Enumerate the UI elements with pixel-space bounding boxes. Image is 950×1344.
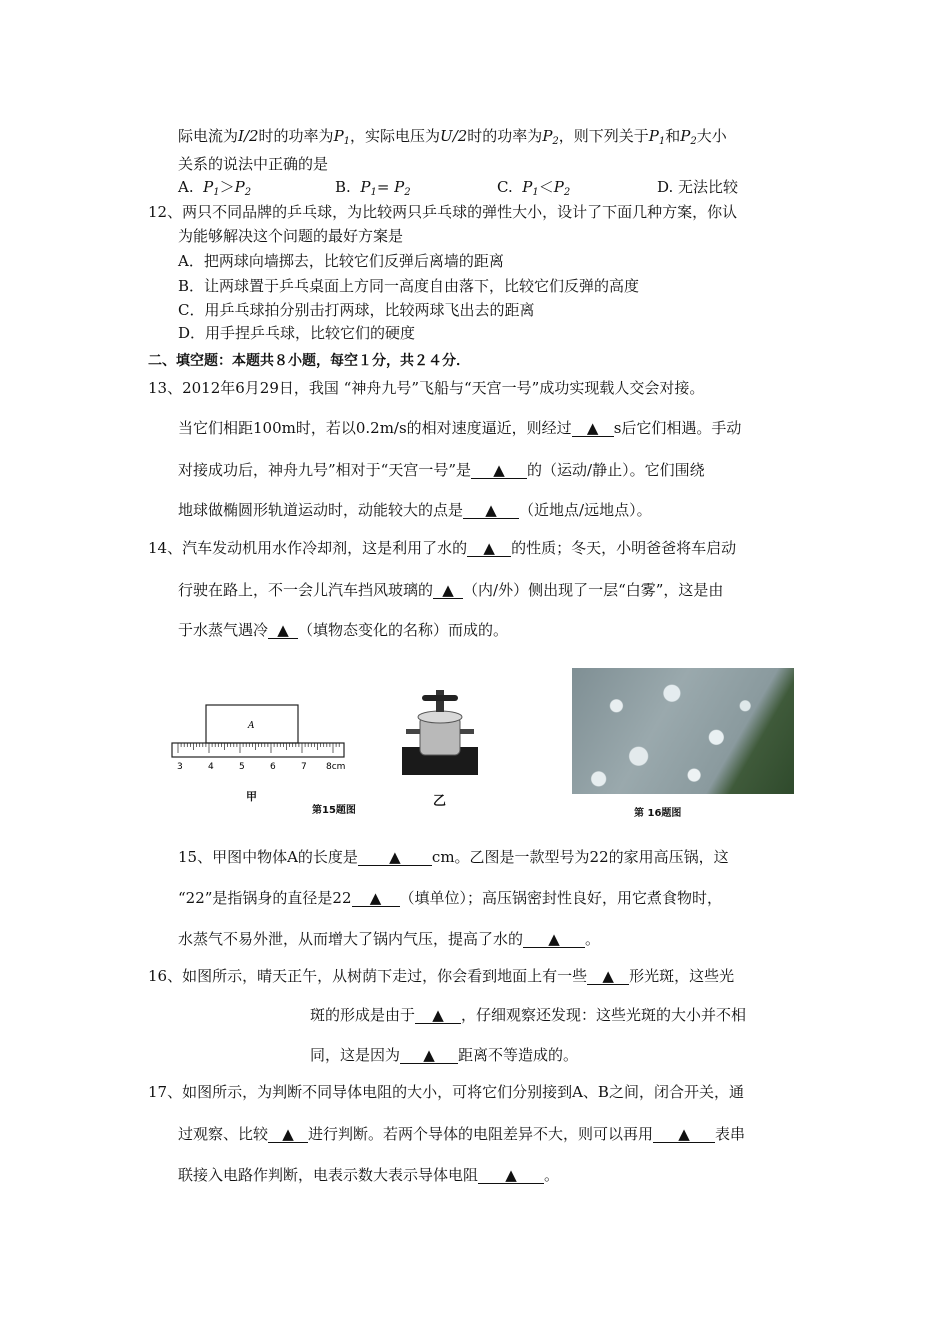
tick-label: 4 <box>208 762 214 772</box>
tick-label: 3 <box>177 762 183 772</box>
fig15-label-yi: 乙 <box>433 794 447 809</box>
q16-blank-3[interactable]: ▲ <box>400 1047 458 1064</box>
q16-blank-2[interactable]: ▲ <box>415 1007 461 1024</box>
cooker-handle <box>422 695 458 701</box>
section-2-heading: 二、填空题：本题共８小题，每空１分，共２４分． <box>148 353 470 369</box>
q15-line3: 水蒸气不易外泄，从而增大了锅内气压，提高了水的 ▲ 。 <box>178 930 601 948</box>
q17-blank-1[interactable]: ▲ <box>268 1126 308 1143</box>
q12-option-b[interactable]: B．让两球置于乒乓桌面上方同一高度自由落下，比较它们反弹的高度 <box>178 277 640 295</box>
q17-line3: 联接入电路作判断，电表示数大表示导体电阻 ▲ 。 <box>178 1166 560 1184</box>
q17-line1: 17、如图所示，为判断不同导体电阻的大小，可将它们分别接到A、B之间，闭合开关，通 <box>148 1083 744 1101</box>
q11-option-a[interactable]: A. $P_1>P_2$ <box>178 178 252 198</box>
q13-blank-3[interactable]: ▲ <box>463 502 519 519</box>
ruler-body <box>172 743 344 757</box>
q13-line2: 当它们相距100m时，若以0.2m/s的相对速度逼近，则经过 ▲ s后它们相遇。手动 <box>178 419 742 437</box>
q11-line2: 关系的说法中正确的是 <box>178 155 329 173</box>
ruler-ticks <box>178 743 339 753</box>
q14-line2: 行驶在路上，不一会儿汽车挡风玻璃的 ▲ （内/外）侧出现了一层“白雾”，这是由 <box>178 581 724 599</box>
q17-blank-3[interactable]: ▲ <box>478 1167 544 1184</box>
q15-line1: 15、甲图中物体A的长度是 ▲ cm。乙图是一款型号为22的家用高压锅，这 <box>178 848 729 866</box>
q15-blank-1[interactable]: ▲ <box>358 849 432 866</box>
cooker-lid <box>418 711 462 723</box>
q17-line2: 过观察、比较 ▲ 进行判断。若两个导体的电阻差异不大，则可以再用 ▲ 表串 <box>178 1125 746 1143</box>
q13-line4: 地球做椭圆形轨道运动时，动能较大的点是 ▲ （近地点/远地点）。 <box>178 501 652 519</box>
fig15-label-jia: 甲 <box>246 790 257 803</box>
q11-option-c[interactable]: C. $P_1<P_2$ <box>497 178 571 198</box>
block-a-label: A <box>248 721 255 731</box>
tick-label: 8cm <box>326 762 346 772</box>
fig16-caption: 第 16题图 <box>634 808 682 819</box>
tick-label: 7 <box>301 762 307 772</box>
q12-option-a[interactable]: A．把两球向墙掷去，比较它们反弹后离墙的距离 <box>178 252 504 270</box>
fig15-caption: 第15题图 <box>312 805 356 816</box>
pressure-cooker-image <box>400 685 480 777</box>
q16-line1: 16、如图所示，晴天正午，从树荫下走过，你会看到地面上有一些 ▲ 形光斑，这些光 <box>148 967 735 985</box>
q11-option-b[interactable]: B. $P_1= P_2$ <box>335 178 411 198</box>
q14-line3: 于水蒸气遇冷 ▲ （填物态变化的名称）而成的。 <box>178 621 509 639</box>
q13-blank-2[interactable]: ▲ <box>471 462 527 479</box>
q15-blank-2[interactable]: ▲ <box>352 890 400 907</box>
q16-blank-1[interactable]: ▲ <box>587 968 629 985</box>
q11-options <box>0 177 950 197</box>
q14-line1: 14、汽车发动机用水作冷却剂，这是利用了水的 ▲ 的性质；冬天，小明爸爸将车启动 <box>148 539 737 557</box>
q14-blank-3[interactable]: ▲ <box>268 622 298 639</box>
tick-label: 5 <box>239 762 245 772</box>
q13-line1: 13、2012年6月29日，我国 “神舟九号”飞船与“天宫一号”成功实现载人交会对接。 <box>148 379 705 397</box>
ruler-tick-labels <box>177 762 345 772</box>
q15-blank-3[interactable]: ▲ <box>523 931 585 948</box>
fig15-ruler-diagram <box>170 700 350 780</box>
tree-shade-photo <box>572 668 794 794</box>
q12-option-d[interactable]: D．用手捏乒乓球，比较它们的硬度 <box>178 324 416 342</box>
q13-line3: 对接成功后，神舟九号”相对于“天宫一号”是 ▲ 的（运动/静止）。它们围绕 <box>178 461 705 479</box>
q12-line1: 12、两只不同品牌的乒乓球，为比较两只乒乓球的弹性大小，设计了下面几种方案，你认 <box>148 203 738 221</box>
q13-blank-1[interactable]: ▲ <box>572 420 614 437</box>
q11-option-d[interactable]: D. 无法比较 <box>657 178 739 196</box>
q12-option-c[interactable]: C．用乒乓球拍分别击打两球，比较两球飞出去的距离 <box>178 301 535 319</box>
q14-blank-2[interactable]: ▲ <box>433 582 463 599</box>
q14-blank-1[interactable]: ▲ <box>467 540 511 557</box>
q12-line2: 为能够解决这个问题的最好方案是 <box>178 227 404 245</box>
cooker-side-handle <box>460 729 474 734</box>
q16-line3: 同，这是因为 ▲ 距离不等造成的。 <box>310 1046 579 1064</box>
q11-line1: 际电流为I/2时的功率为$P_1$，实际电压为U/2时的功率为$P_2$，则下列关于$P_1$和$P_2$大小 <box>178 127 727 147</box>
q17-blank-2[interactable]: ▲ <box>653 1126 715 1143</box>
cooker-side-handle <box>406 729 420 734</box>
tick-label: 6 <box>270 762 276 772</box>
q16-line2: 斑的形成是由于 ▲ ，仔细观察还发现：这些光斑的大小并不相 <box>310 1006 747 1024</box>
q15-line2: “22”是指锅身的直径是22 ▲ （填单位）；高压锅密封性良好，用它煮食物时， <box>178 889 723 907</box>
